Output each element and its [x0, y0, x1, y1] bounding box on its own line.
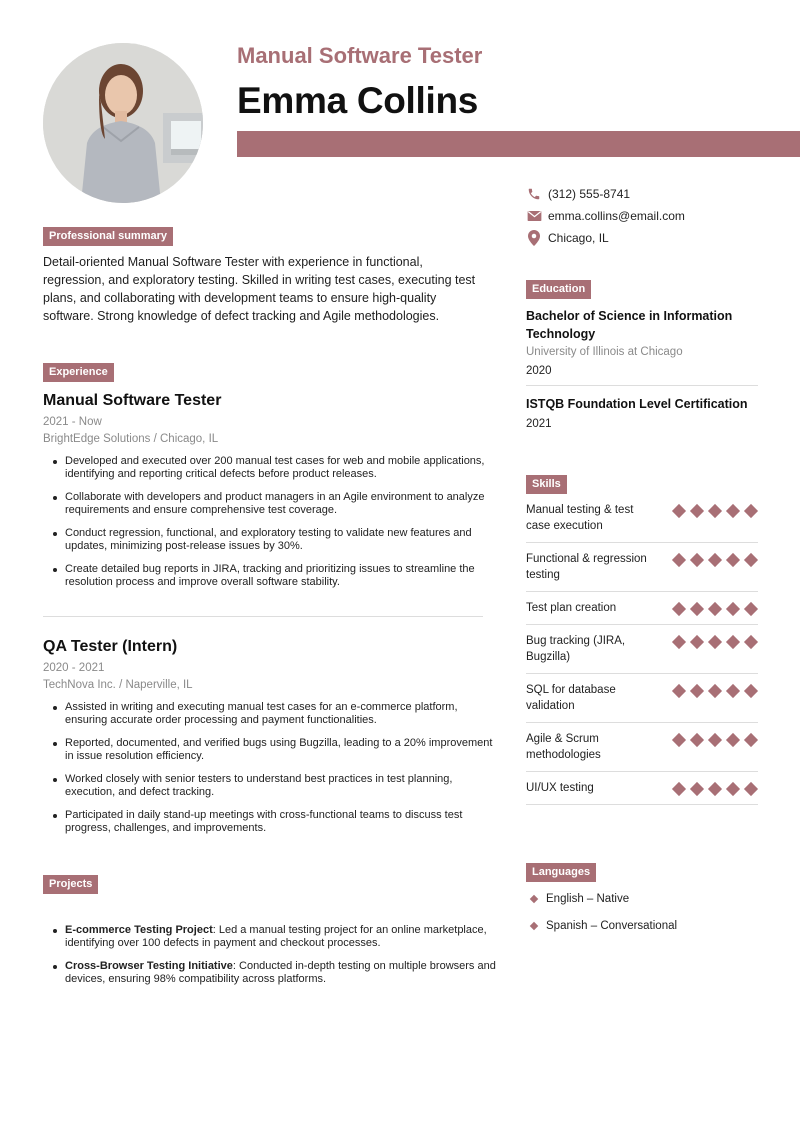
- bullet-item: Developed and executed over 200 manual test cases for web and mobile applications, identifying and reporting critical defects before product releases.: [43, 455, 493, 481]
- experience-dates: 2020 - 2021: [43, 662, 105, 674]
- skill-row: [526, 543, 758, 592]
- rating-diamond-icon: [744, 684, 758, 698]
- bullet-item: Participated in daily stand-up meetings with cross-functional teams to discuss test progress, challenges, and improvements.: [43, 809, 493, 835]
- education-school: University of Illinois at Chicago: [526, 346, 683, 358]
- project-description: : Conducted in-depth testing on multiple browsers and devices, ensuring 98% compatibility across platforms.: [65, 960, 496, 985]
- rating-diamond-icon: [708, 504, 722, 518]
- language-text: Spanish – Conversational: [546, 919, 678, 932]
- languages-heading: Languages: [526, 863, 596, 882]
- skill-row: [526, 723, 758, 772]
- envelope-icon: [526, 208, 542, 224]
- skill-rating: [672, 780, 758, 795]
- bullet-item: Reported, documented, and verified bugs using Bugzilla, leading to a 20% improvement in issue resolution efficiency.: [43, 737, 493, 763]
- diamond-bullet-icon: [530, 921, 538, 929]
- skill-rating: [672, 600, 758, 615]
- rating-diamond-icon: [690, 553, 704, 567]
- project-name: E-commerce Testing Project: [65, 924, 213, 936]
- phone-number[interactable]: (312) 555-8741: [548, 187, 631, 201]
- bullet-item: Assisted in writing and executing manual test cases for an e-commerce platform, ensuring accurate order processing and payment functionalities.: [43, 701, 493, 727]
- experience-entry: [43, 638, 493, 845]
- rating-diamond-icon: [708, 733, 722, 747]
- rating-diamond-icon: [726, 635, 740, 649]
- skill-rating: [672, 551, 758, 566]
- skill-name: Functional & regression testing: [526, 553, 647, 581]
- skill-name: SQL for database validation: [526, 684, 616, 712]
- rating-diamond-icon: [726, 684, 740, 698]
- rating-diamond-icon: [726, 504, 740, 518]
- rating-diamond-icon: [672, 684, 686, 698]
- skill-name: Test plan creation: [526, 602, 617, 614]
- rating-diamond-icon: [744, 504, 758, 518]
- location-text: Chicago, IL: [548, 231, 609, 245]
- rating-diamond-icon: [672, 733, 686, 747]
- contact-location: [526, 227, 766, 249]
- rating-diamond-icon: [690, 504, 704, 518]
- profile-photo: [43, 43, 203, 203]
- skills-list: [526, 494, 758, 805]
- bullet-item: Collaborate with developers and product managers in an Agile environment to analyze requirements and ensure comprehensive test coverage.: [43, 491, 493, 517]
- contact-email: [526, 205, 766, 227]
- education-entry: [526, 395, 758, 430]
- education-entry: [526, 307, 758, 386]
- skill-row: [526, 625, 758, 674]
- rating-diamond-icon: [744, 782, 758, 796]
- experience-bullets: [43, 701, 493, 835]
- candidate-name: Emma Collins: [237, 80, 479, 121]
- language-item: [526, 912, 758, 939]
- rating-diamond-icon: [708, 553, 722, 567]
- rating-diamond-icon: [672, 635, 686, 649]
- experience-entry: [43, 392, 493, 599]
- rating-diamond-icon: [672, 553, 686, 567]
- rating-diamond-icon: [726, 553, 740, 567]
- contact-phone: [526, 183, 766, 205]
- rating-diamond-icon: [690, 684, 704, 698]
- education-year: 2021: [526, 418, 552, 430]
- phone-icon: [526, 186, 542, 202]
- skill-name: Manual testing & test case execution: [526, 504, 634, 532]
- skill-rating: [672, 502, 758, 517]
- skill-name: Bug tracking (JIRA, Bugzilla): [526, 635, 626, 663]
- rating-diamond-icon: [690, 782, 704, 796]
- rating-diamond-icon: [744, 733, 758, 747]
- rating-diamond-icon: [726, 602, 740, 616]
- rating-diamond-icon: [744, 602, 758, 616]
- education-year: 2020: [526, 365, 552, 377]
- bullet-item: Conduct regression, functional, and exploratory testing to validate new features and updates, minimizing post-release issues by 30%.: [43, 527, 493, 553]
- languages-list: [526, 885, 758, 939]
- location-pin-icon: [526, 230, 542, 246]
- experience-company: TechNova Inc. / Naperville, IL: [43, 679, 193, 691]
- education-list: [526, 307, 758, 430]
- projects-list: [43, 924, 503, 996]
- rating-diamond-icon: [690, 733, 704, 747]
- skill-rating: [672, 731, 758, 746]
- project-name: Cross-Browser Testing Initiative: [65, 960, 233, 972]
- projects-heading: Projects: [43, 875, 98, 894]
- experience-title: QA Tester (Intern): [43, 638, 178, 655]
- experience-title: Manual Software Tester: [43, 392, 222, 409]
- rating-diamond-icon: [672, 782, 686, 796]
- rating-diamond-icon: [690, 635, 704, 649]
- rating-diamond-icon: [726, 782, 740, 796]
- language-item: [526, 885, 758, 912]
- project-description: : Led a manual testing project for an online marketplace, identifying over 100 defects in payment and checkout processes.: [65, 924, 487, 949]
- experience-heading: Experience: [43, 363, 114, 382]
- education-degree: Bachelor of Science in Information Technology: [526, 309, 733, 341]
- skill-name: UI/UX testing: [526, 782, 594, 794]
- skill-row: [526, 674, 758, 723]
- experience-divider: [43, 616, 483, 617]
- email-address[interactable]: emma.collins@email.com: [548, 209, 685, 223]
- education-divider: [526, 385, 758, 386]
- skills-heading: Skills: [526, 475, 567, 494]
- language-text: English – Native: [546, 892, 630, 905]
- contact-info: [526, 183, 766, 249]
- experience-company: BrightEdge Solutions / Chicago, IL: [43, 433, 219, 445]
- education-degree: ISTQB Foundation Level Certification: [526, 397, 748, 411]
- job-title: Manual Software Tester: [237, 43, 483, 68]
- rating-diamond-icon: [708, 684, 722, 698]
- diamond-bullet-icon: [530, 894, 538, 902]
- rating-diamond-icon: [708, 635, 722, 649]
- rating-diamond-icon: [708, 782, 722, 796]
- bullet-item: Create detailed bug reports in JIRA, tracking and prioritizing issues to streamline the resolution process and improve overall software stability.: [43, 563, 493, 589]
- rating-diamond-icon: [708, 602, 722, 616]
- skill-rating: [672, 682, 758, 697]
- bullet-item: Worked closely with senior testers to understand best practices in test planning, execution, and defect tracking.: [43, 773, 493, 799]
- rating-diamond-icon: [672, 602, 686, 616]
- rating-diamond-icon: [690, 602, 704, 616]
- skill-rating: [672, 633, 758, 648]
- skill-row: [526, 772, 758, 805]
- project-item: [43, 924, 503, 950]
- education-heading: Education: [526, 280, 591, 299]
- skill-row: [526, 494, 758, 543]
- project-item: [43, 960, 503, 986]
- summary-heading: Professional summary: [43, 227, 173, 246]
- experience-dates: 2021 - Now: [43, 416, 102, 428]
- rating-diamond-icon: [672, 504, 686, 518]
- rating-diamond-icon: [726, 733, 740, 747]
- skill-row: [526, 592, 758, 625]
- header-accent-bar: [237, 131, 800, 157]
- rating-diamond-icon: [744, 553, 758, 567]
- summary-text: Detail-oriented Manual Software Tester with experience in functional, regression, and exploratory testing. Skilled in writing test cases, executing test plans, and collaborating with development teams to ensure high-quality software. Strong knowledge of defect tracking and Agile methodologies.: [43, 255, 476, 323]
- skill-name: Agile & Scrum methodologies: [526, 733, 601, 761]
- experience-bullets: [43, 455, 493, 589]
- rating-diamond-icon: [744, 635, 758, 649]
